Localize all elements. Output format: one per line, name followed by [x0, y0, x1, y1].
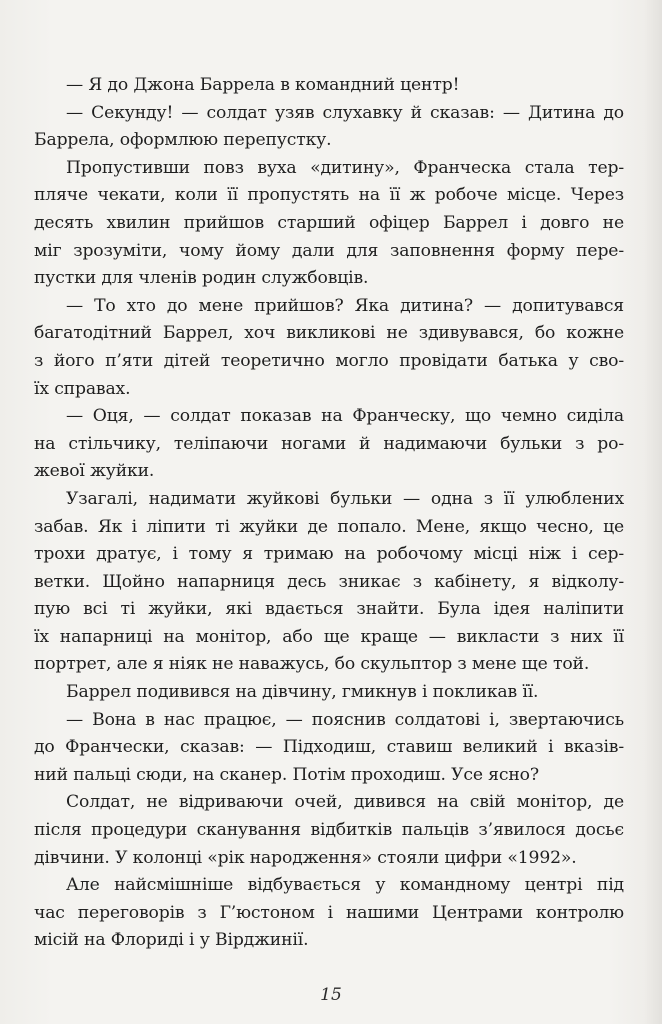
text-line: трохи дратує, і тому я тримаю на робочому місці ніж і сер-	[34, 544, 624, 565]
text-line: їх напарниці на монітор, або ще краще — викласти з них її	[34, 626, 624, 647]
text-line: багатодітний Баррел, хоч викликові не здивувався, бо кожне	[34, 323, 624, 344]
text-line: десять хвилин прийшов старший офіцер Баррел і довго не	[34, 212, 624, 233]
text-line: забав. Як і ліпити ті жуйки де попало. Мене, якщо чесно, це	[34, 516, 624, 537]
text-line: пустки для членів родин службовців.	[34, 268, 369, 289]
text-line: на стільчику, теліпаючи ногами й надимаючи бульки з ро-	[34, 433, 624, 454]
text-line: до Франчески, сказав: — Підходиш, ставиш великий і вказів-	[34, 737, 624, 758]
page-edge-shadow	[644, 0, 662, 1024]
text-line: з його п’яти дітей теоретично могло провідати батька у сво-	[34, 350, 624, 371]
text-line: — Я до Джона Баррела в командний центр!	[66, 75, 460, 95]
text-line: — Оця, — солдат показав на Франческу, що чемно сиділа	[66, 406, 624, 427]
text-line: жевої жуйки.	[34, 461, 155, 482]
text-line: пляче чекати, коли її пропустять на її ж робоче місце. Через	[34, 185, 624, 206]
text-line: портрет, але я ніяк не наважусь, бо скульптор з мене ще той.	[34, 654, 590, 675]
text-line: ний пальці сюди, на сканер. Потім проходиш. Усе ясно?	[34, 764, 539, 785]
text-line: Солдат, не відриваючи очей, дивився на свій монітор, де	[66, 792, 624, 813]
text-line: міг зрозуміти, чому йому дали для заповнення форму пере-	[34, 240, 624, 261]
text-line: дівчини. У колонці «рік народження» стояли цифри «1992».	[34, 847, 577, 868]
text-line: їх справах.	[34, 378, 131, 399]
text-line: Пропустивши повз вуха «дитину», Франческа стала тер-	[66, 157, 624, 178]
text-line: — То хто до мене прийшов? Яка дитина? — допитувався	[66, 295, 624, 316]
text-line: час переговорів з Г’юстоном і нашими Центрами контролю	[34, 902, 624, 923]
text-line: ветки. Щойно напарниця десь зникає з кабінету, я відколу-	[34, 571, 624, 592]
text-line: Але найсмішніше відбувається у командному центрі під	[66, 875, 624, 896]
text-line: Баррел подивився на дівчину, гмикнув і покликав її.	[66, 682, 539, 703]
text-line: Баррела, оформлюю перепустку.	[34, 130, 332, 151]
text-line: місій на Флориді і у Вірджинії.	[34, 930, 309, 951]
page-number: 15	[320, 985, 342, 1005]
text-line: — Вона в нас працює, — пояснив солдатові і, звертаючись	[66, 709, 624, 730]
text-line: пую всі ті жуйки, які вдається знайти. Була ідея наліпити	[34, 599, 624, 620]
text-line: — Секунду! — солдат узяв слухавку й сказав: — Дитина до	[66, 102, 624, 123]
text-line: після процедури сканування відбитків пальців з’явилося досьє	[34, 820, 624, 841]
text-line: Узагалі, надимати жуйкові бульки — одна з її улюблених	[66, 488, 624, 509]
body-text	[34, 72, 624, 955]
